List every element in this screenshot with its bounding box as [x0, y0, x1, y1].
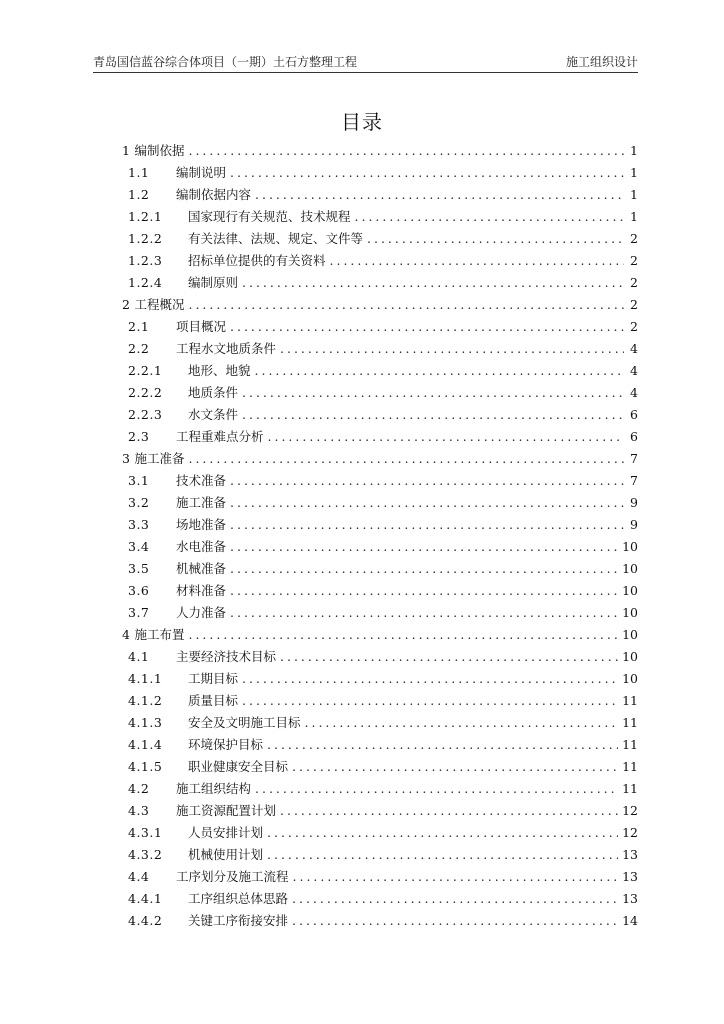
- toc-entry-number: 4.3: [128, 803, 150, 818]
- toc-entry-page-number: 10: [622, 561, 638, 576]
- toc-entry-label: 施工准备: [134, 451, 185, 466]
- toc-entry[interactable]: [122, 360, 638, 382]
- toc-dot-leader: [242, 404, 624, 426]
- toc-entry-page-number: 12: [622, 803, 638, 818]
- toc-entry-label: 场地准备: [176, 517, 227, 532]
- toc-entry-label: 编制依据: [134, 143, 185, 158]
- toc-entry-number: 1: [122, 143, 131, 158]
- toc-entry-label: 安全及文明施工目标: [188, 715, 301, 730]
- toc-entry-label: 项目概况: [176, 319, 227, 334]
- toc-entry[interactable]: [122, 690, 638, 712]
- toc-entry-page-number: 2: [630, 297, 638, 312]
- toc-entry-number: 3.7: [128, 605, 150, 620]
- toc-entry-label: 关键工序衔接安排: [188, 913, 289, 928]
- page-header: [93, 52, 638, 73]
- toc-dot-leader: [292, 756, 618, 778]
- toc-entry-page-number: 13: [622, 869, 638, 884]
- toc-entry-page-number: 9: [630, 517, 638, 532]
- toc-entry-label: 机械使用计划: [188, 847, 264, 862]
- toc-dot-leader: [268, 426, 624, 448]
- toc-entry[interactable]: [122, 888, 638, 910]
- toc-entry-label: 质量目标: [188, 693, 239, 708]
- toc-entry-page-number: 14: [622, 913, 638, 928]
- toc-entry[interactable]: [122, 470, 638, 492]
- toc-entry-label: 地质条件: [188, 385, 239, 400]
- toc-dot-leader: [230, 162, 624, 184]
- toc-entry-number: 1.1: [128, 165, 150, 180]
- toc-entry-label: 材料准备: [176, 583, 227, 598]
- toc-entry[interactable]: [122, 140, 638, 162]
- toc-dot-leader: [293, 866, 619, 888]
- toc-dot-leader: [230, 602, 618, 624]
- toc-entry-page-number: 2: [630, 275, 638, 290]
- toc-entry[interactable]: [122, 734, 638, 756]
- toc-dot-leader: [230, 492, 624, 514]
- toc-entry-page-number: 6: [630, 429, 638, 444]
- toc-entry[interactable]: [122, 778, 638, 800]
- toc-dot-leader: [330, 250, 624, 272]
- toc-entry-page-number: 4: [630, 385, 638, 400]
- toc-entry-number: 4.4.1: [128, 891, 163, 906]
- toc-entry-number: 3.2: [128, 495, 150, 510]
- toc-dot-leader: [188, 624, 618, 646]
- toc-entry-number: 2.2: [128, 341, 150, 356]
- toc-entry-number: 3.3: [128, 517, 150, 532]
- toc-entry-label: 编制说明: [176, 165, 227, 180]
- toc-entry[interactable]: [122, 756, 638, 778]
- toc-entry-number: 4.1.3: [128, 715, 163, 730]
- toc-dot-leader: [242, 382, 624, 404]
- toc-entry-label: 环境保护目标: [188, 737, 264, 752]
- toc-entry[interactable]: [122, 646, 638, 668]
- toc-dot-leader: [188, 294, 624, 316]
- toc-entry-label: 人员安排计划: [188, 825, 264, 840]
- toc-entry[interactable]: [122, 404, 638, 426]
- toc-entry-page-number: 13: [622, 891, 638, 906]
- toc-dot-leader: [280, 800, 618, 822]
- toc-entry-page-number: 7: [630, 451, 638, 466]
- toc-entry[interactable]: [122, 272, 638, 294]
- toc-entry-label: 编制原则: [188, 275, 239, 290]
- toc-entry-label: 施工组织结构: [176, 781, 252, 796]
- toc-entry-page-number: 11: [622, 715, 638, 730]
- toc-entry-page-number: 10: [622, 671, 638, 686]
- toc-entry[interactable]: [122, 492, 638, 514]
- toc-dot-leader: [280, 646, 618, 668]
- toc-entry-number: 2.3: [128, 429, 150, 444]
- toc-entry-number: 4.1.5: [128, 759, 163, 774]
- toc-entry-number: 1.2: [128, 187, 150, 202]
- toc-entry-label: 工程重难点分析: [176, 429, 264, 444]
- toc-entry-number: 3.1: [128, 473, 150, 488]
- toc-entry-number: 3.4: [128, 539, 150, 554]
- toc-entry[interactable]: [122, 382, 638, 404]
- toc-dot-leader: [188, 140, 624, 162]
- toc-entry[interactable]: [122, 624, 638, 646]
- toc-dot-leader: [255, 778, 618, 800]
- toc-entry-page-number: 11: [622, 759, 638, 774]
- toc-dot-leader: [267, 844, 618, 866]
- toc-entry-page-number: 9: [630, 495, 638, 510]
- toc-entry-page-number: 10: [622, 649, 638, 664]
- toc-entry-label: 机械准备: [176, 561, 227, 576]
- toc-entry-number: 4.2: [128, 781, 150, 796]
- toc-entry-page-number: 11: [622, 693, 638, 708]
- toc-entry-number: 2.2.1: [128, 363, 163, 378]
- toc-entry-page-number: 1: [630, 143, 638, 158]
- toc-entry-number: 1.2.4: [128, 275, 163, 290]
- toc-entry-page-number: 10: [622, 539, 638, 554]
- toc-entry-label: 编制依据内容: [176, 187, 252, 202]
- toc-dot-leader: [292, 888, 618, 910]
- toc-entry-label: 工程水文地质条件: [176, 341, 277, 356]
- toc-dot-leader: [267, 822, 618, 844]
- toc-entry-page-number: 1: [630, 209, 638, 224]
- toc-entry[interactable]: [122, 668, 638, 690]
- toc-dot-leader: [367, 228, 624, 250]
- toc-entry-page-number: 7: [630, 473, 638, 488]
- toc-entry-label: 水电准备: [176, 539, 227, 554]
- toc-entry[interactable]: [122, 294, 638, 316]
- toc-dot-leader: [230, 316, 624, 338]
- toc-entry-number: 4.1.2: [128, 693, 163, 708]
- toc-entry-number: 3: [122, 451, 131, 466]
- toc-entry-label: 施工准备: [176, 495, 227, 510]
- toc-entry-number: 3.5: [128, 561, 150, 576]
- toc-entry[interactable]: [122, 712, 638, 734]
- toc-entry[interactable]: [122, 558, 638, 580]
- toc-entry-label: 技术准备: [176, 473, 227, 488]
- toc-entry-label: 工序划分及施工流程: [176, 869, 289, 884]
- toc-entry-label: 国家现行有关规范、技术规程: [188, 209, 351, 224]
- toc-entry-label: 工期目标: [188, 671, 239, 686]
- toc-title: 目录: [341, 110, 383, 134]
- toc-entry[interactable]: [122, 514, 638, 536]
- header-document-type: 施工组织设计: [565, 55, 638, 69]
- toc-dot-leader: [230, 580, 618, 602]
- toc-entry[interactable]: [122, 844, 638, 866]
- toc-entry[interactable]: [122, 866, 638, 888]
- toc-dot-leader: [292, 910, 618, 932]
- toc-dot-leader: [255, 184, 624, 206]
- toc-entry-number: 4: [122, 627, 131, 642]
- toc-dot-leader: [230, 558, 618, 580]
- toc-entry[interactable]: [122, 206, 638, 228]
- toc-entry-label: 招标单位提供的有关资料: [188, 253, 326, 268]
- toc-entry[interactable]: [122, 800, 638, 822]
- toc-dot-leader: [255, 360, 624, 382]
- toc-entry-number: 2.2.2: [128, 385, 163, 400]
- toc-entry[interactable]: [122, 338, 638, 360]
- toc-dot-leader: [305, 712, 619, 734]
- toc-entry-label: 有关法律、法规、规定、文件等: [188, 231, 364, 246]
- toc-entry-number: 1.2.2: [128, 231, 163, 246]
- toc-entry-page-number: 2: [630, 231, 638, 246]
- toc-entry-label: 水文条件: [188, 407, 239, 422]
- toc-entry-page-number: 2: [630, 319, 638, 334]
- toc-dot-leader: [188, 448, 624, 470]
- toc-entry[interactable]: [122, 184, 638, 206]
- toc-entry-page-number: 4: [630, 363, 638, 378]
- toc-entry[interactable]: [122, 580, 638, 602]
- toc-dot-leader: [230, 514, 624, 536]
- toc-entry-number: 4.4: [128, 869, 150, 884]
- toc-entry-page-number: 2: [630, 253, 638, 268]
- toc-entry-number: 4.1.1: [128, 671, 163, 686]
- toc-entry-page-number: 1: [630, 187, 638, 202]
- toc-dot-leader: [355, 206, 624, 228]
- toc-entry-number: 1.2.1: [128, 209, 163, 224]
- toc-entry-page-number: 13: [622, 847, 638, 862]
- toc-entry-number: 4.4.2: [128, 913, 163, 928]
- toc-entry-page-number: 10: [622, 583, 638, 598]
- header-project-title: 青岛国信蓝谷综合体项目（一期）土石方整理工程: [93, 55, 358, 69]
- toc-entry-number: 3.6: [128, 583, 150, 598]
- toc-entry-page-number: 11: [622, 781, 638, 796]
- toc-dot-leader: [230, 536, 618, 558]
- toc-entry[interactable]: [122, 316, 638, 338]
- toc-entry-label: 施工布置: [134, 627, 185, 642]
- toc-entry-page-number: 6: [630, 407, 638, 422]
- toc-entry-label: 工程概况: [134, 297, 185, 312]
- toc-entry[interactable]: [122, 162, 638, 184]
- toc-entry[interactable]: [122, 602, 638, 624]
- toc-entry-page-number: 1: [630, 165, 638, 180]
- toc-dot-leader: [230, 470, 624, 492]
- toc-dot-leader: [267, 734, 618, 756]
- toc-dot-leader: [242, 690, 618, 712]
- toc-entry-label: 人力准备: [176, 605, 227, 620]
- table-of-contents: [122, 140, 638, 932]
- toc-entry[interactable]: [122, 426, 638, 448]
- toc-entry-page-number: 10: [622, 627, 638, 642]
- toc-entry-page-number: 4: [630, 341, 638, 356]
- toc-entry-number: 4.3.2: [128, 847, 163, 862]
- toc-entry-label: 工序组织总体思路: [188, 891, 289, 906]
- toc-entry-page-number: 11: [622, 737, 638, 752]
- toc-entry-number: 2: [122, 297, 131, 312]
- toc-dot-leader: [280, 338, 624, 360]
- toc-entry-number: 4.1: [128, 649, 150, 664]
- toc-dot-leader: [242, 668, 618, 690]
- toc-entry[interactable]: [122, 910, 638, 932]
- toc-entry-number: 4.1.4: [128, 737, 163, 752]
- toc-entry-label: 施工资源配置计划: [176, 803, 277, 818]
- toc-entry-number: 1.2.3: [128, 253, 163, 268]
- toc-entry-label: 职业健康安全目标: [188, 759, 289, 774]
- toc-entry-page-number: 12: [622, 825, 638, 840]
- toc-entry-number: 4.3.1: [128, 825, 163, 840]
- toc-entry[interactable]: [122, 822, 638, 844]
- toc-entry-number: 2.1: [128, 319, 150, 334]
- toc-dot-leader: [242, 272, 624, 294]
- toc-entry[interactable]: [122, 536, 638, 558]
- toc-entry[interactable]: [122, 448, 638, 470]
- toc-entry[interactable]: [122, 250, 638, 272]
- toc-entry[interactable]: [122, 228, 638, 250]
- toc-entry-label: 主要经济技术目标: [176, 649, 277, 664]
- toc-entry-number: 2.2.3: [128, 407, 163, 422]
- toc-entry-label: 地形、地貌: [188, 363, 251, 378]
- toc-entry-page-number: 10: [622, 605, 638, 620]
